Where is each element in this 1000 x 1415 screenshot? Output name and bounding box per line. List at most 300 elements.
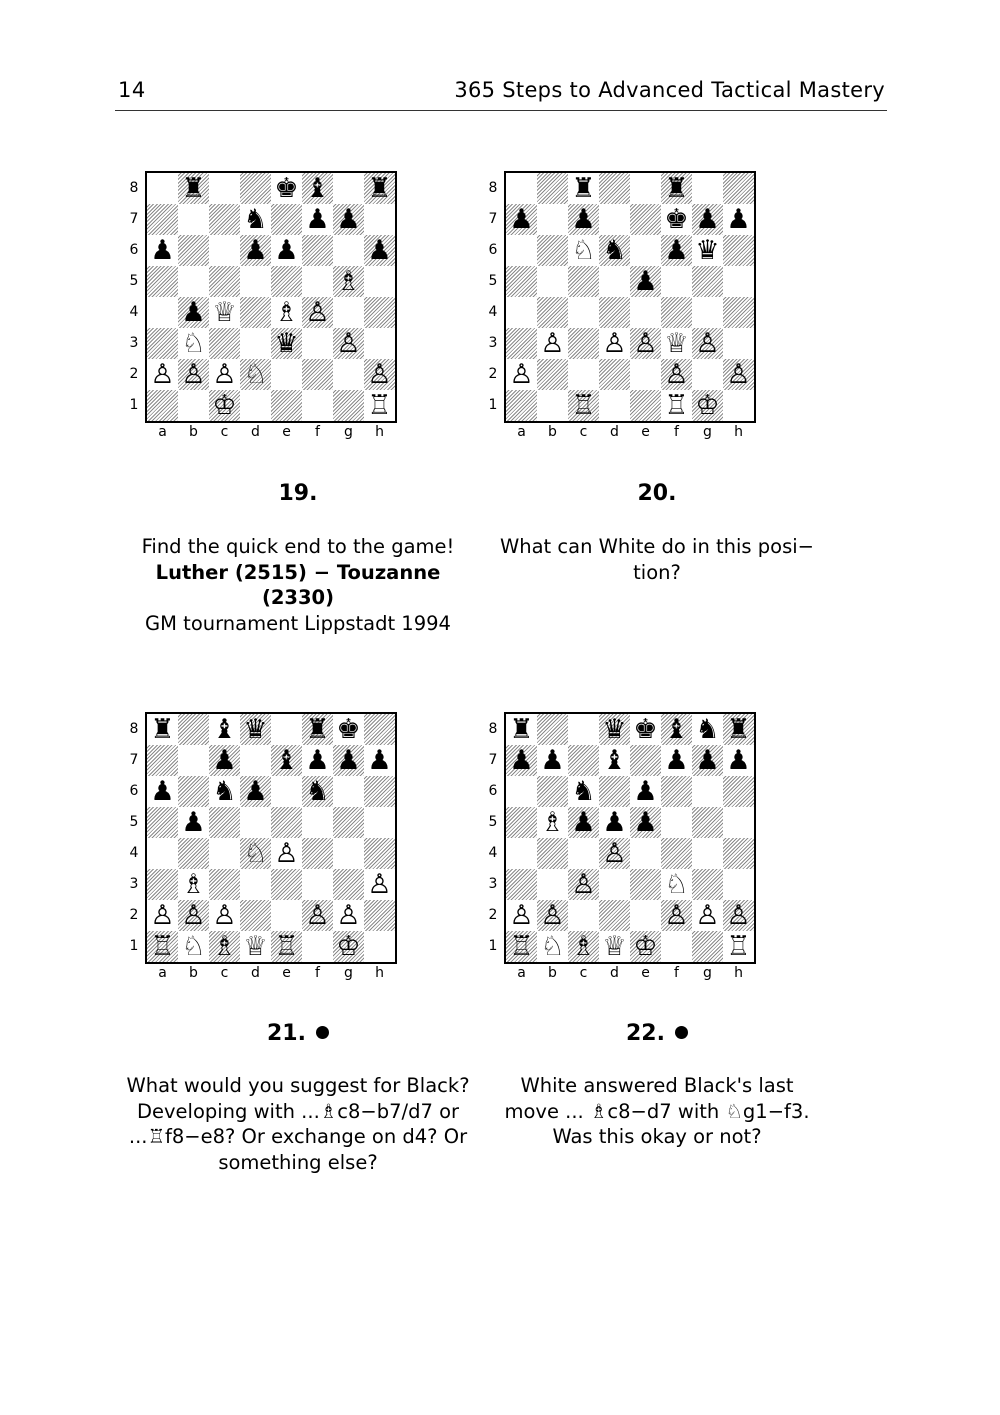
board-square [506,235,537,266]
rank-label: 1 [488,938,498,954]
board-square [537,900,568,931]
black-king-icon: ♚ [336,714,361,745]
board-square [661,266,692,297]
board-square [506,173,537,204]
black-bishop-icon: ♝ [664,714,689,745]
file-label: h [375,965,384,981]
rank-label: 5 [129,814,139,830]
problem-text-line: ...♖f8−e8? Or exchange on d4? Or [128,1125,468,1148]
chess-diagram [477,712,777,992]
board-square [661,297,692,328]
black-pawn-icon: ♟ [181,807,206,838]
black-knight-icon: ♞ [212,776,237,807]
board-square [630,328,661,359]
file-label: c [579,965,588,981]
board-square [537,297,568,328]
board-square [240,173,271,204]
black-pawn-icon: ♟ [305,745,330,776]
board-square [364,807,395,838]
file-label: b [548,965,557,981]
board-square [692,838,723,869]
board-square [178,900,209,931]
white-knight-icon: ♘ [540,931,565,962]
black-pawn-icon: ♟ [509,204,534,235]
rank-label: 7 [129,211,139,227]
board-square [692,328,723,359]
white-king-icon: ♔ [695,390,720,421]
white-pawn-icon: ♙ [367,869,392,900]
black-pawn-icon: ♟ [664,235,689,266]
board-square [333,838,364,869]
board-square [333,173,364,204]
board-square [506,745,537,776]
black-pawn-icon: ♟ [726,745,751,776]
board-square [599,235,630,266]
file-label: a [517,424,526,440]
board-square [209,838,240,869]
white-queen-icon: ♕ [212,297,237,328]
board-square [302,807,333,838]
board-square [661,931,692,962]
board-square [364,204,395,235]
board-square [178,328,209,359]
black-pawn-icon: ♟ [150,776,175,807]
file-label: f [315,424,320,440]
board-square [599,297,630,328]
board-square [537,328,568,359]
board-square [599,869,630,900]
rank-label: 4 [488,845,498,861]
board-square [537,173,568,204]
black-pawn-icon: ♟ [150,235,175,266]
board-square [599,807,630,838]
board-square [209,390,240,421]
board-square [147,235,178,266]
rank-label: 2 [129,907,139,923]
board-square [333,776,364,807]
board-square [178,838,209,869]
problem-number: 21. [118,1021,478,1046]
board-square [692,807,723,838]
white-pawn-icon: ♙ [274,838,299,869]
white-king-icon: ♔ [633,931,658,962]
board-square [333,807,364,838]
board-square [506,776,537,807]
white-bishop-icon: ♗ [540,807,565,838]
board-square [692,714,723,745]
rank-label: 2 [488,366,498,382]
board-square [568,931,599,962]
board-square [568,838,599,869]
board-square [364,745,395,776]
rank-label: 8 [488,180,498,196]
white-pawn-icon: ♙ [181,900,206,931]
white-pawn-icon: ♙ [212,359,237,390]
board-square [209,173,240,204]
board-square [209,714,240,745]
board-square [364,328,395,359]
rank-label: 3 [129,876,139,892]
board-square [364,931,395,962]
file-label: a [158,424,167,440]
black-king-icon: ♚ [633,714,658,745]
board-square [506,714,537,745]
board-square [661,359,692,390]
board-square [302,869,333,900]
problem-text [118,534,478,636]
board-square [364,359,395,390]
board-square [364,838,395,869]
board-square [209,900,240,931]
board-square [240,838,271,869]
black-knight-icon: ♞ [602,235,627,266]
white-pawn-icon: ♙ [305,900,330,931]
board-square [302,235,333,266]
rank-label: 3 [488,335,498,351]
running-head [115,74,887,111]
board-square [692,235,723,266]
board-square [209,235,240,266]
black-rook-icon: ♜ [305,714,330,745]
board-square [537,869,568,900]
board-square [630,869,661,900]
black-pawn-icon: ♟ [633,266,658,297]
black-pawn-icon: ♟ [726,204,751,235]
board-square [630,390,661,421]
black-bishop-icon: ♝ [602,745,627,776]
board-square [506,869,537,900]
board-square [599,900,630,931]
board-square [271,328,302,359]
black-king-icon: ♚ [274,173,299,204]
board-square [271,714,302,745]
board-square [661,869,692,900]
rank-label: 6 [488,242,498,258]
board-square [364,266,395,297]
white-pawn-icon: ♙ [695,900,720,931]
board-square [568,173,599,204]
board-square [271,931,302,962]
board-square [147,328,178,359]
black-pawn-icon: ♟ [571,204,596,235]
black-pawn-icon: ♟ [695,745,720,776]
board-square [240,204,271,235]
rank-label: 7 [488,752,498,768]
board-square [271,235,302,266]
black-rook-icon: ♜ [367,173,392,204]
board-square [506,359,537,390]
problem-text-line: Was this okay or not? [552,1125,762,1148]
board-square [178,266,209,297]
problem-text [118,1073,478,1175]
board-square [723,359,754,390]
board-square [599,359,630,390]
board-square [240,297,271,328]
problem-text [477,1073,837,1150]
black-rook-icon: ♜ [509,714,534,745]
black-rook-icon: ♜ [150,714,175,745]
black-pawn-icon: ♟ [540,745,565,776]
board-square [364,714,395,745]
board-square [271,745,302,776]
rank-label: 5 [129,273,139,289]
board-square [147,869,178,900]
white-queen-icon: ♕ [602,931,627,962]
board-square [537,359,568,390]
file-label: g [344,424,353,440]
file-label: c [579,424,588,440]
board-square [537,204,568,235]
board-square [599,714,630,745]
board-square [568,869,599,900]
white-queen-icon: ♕ [243,931,268,962]
board-square [537,776,568,807]
board-square [661,173,692,204]
game-players-line: Luther (2515) − Touzanne (2330) [155,560,441,609]
board-square [599,838,630,869]
chess-diagram [118,712,418,992]
board-square [302,714,333,745]
chess-diagram [477,171,777,451]
problem-text-line: GM tournament Lippstadt 1994 [145,611,451,635]
white-bishop-icon: ♗ [181,869,206,900]
file-label: e [641,965,650,981]
board-square [599,173,630,204]
black-pawn-icon: ♟ [212,745,237,776]
board-square [537,235,568,266]
board-square [723,745,754,776]
board-square [630,776,661,807]
black-pawn-icon: ♟ [181,297,206,328]
board-square [630,838,661,869]
black-knight-icon: ♞ [571,776,596,807]
board-square [147,204,178,235]
board-square [302,297,333,328]
board-square [568,900,599,931]
board-square [723,173,754,204]
board-square [209,807,240,838]
file-label: a [158,965,167,981]
file-label: f [674,424,679,440]
file-label: g [703,424,712,440]
problem-text-line: something else? [218,1150,378,1174]
black-queen-icon: ♛ [274,328,299,359]
board-square [661,204,692,235]
rank-label: 3 [488,876,498,892]
board-square [506,807,537,838]
black-pawn-icon: ♟ [571,807,596,838]
board-square [209,266,240,297]
problem-text-line: tion? [633,560,681,584]
board-square [506,328,537,359]
rank-label: 6 [129,783,139,799]
black-pawn-icon: ♟ [243,235,268,266]
board-square [271,838,302,869]
board-square [240,328,271,359]
white-pawn-icon: ♙ [664,359,689,390]
white-rook-icon: ♖ [664,390,689,421]
black-knight-icon: ♞ [305,776,330,807]
board-square [178,390,209,421]
board-square [661,745,692,776]
board-square [537,931,568,962]
file-label: d [251,965,260,981]
board-square [147,359,178,390]
board-square [630,297,661,328]
board-square [302,173,333,204]
white-knight-icon: ♘ [664,869,689,900]
board-square [723,204,754,235]
board-square [178,204,209,235]
white-king-icon: ♔ [336,931,361,962]
board-square [723,266,754,297]
white-pawn-icon: ♙ [602,838,627,869]
board-square [333,266,364,297]
board-square [568,359,599,390]
black-bishop-icon: ♝ [274,745,299,776]
board-square [364,900,395,931]
file-label: e [641,424,650,440]
file-label: h [375,424,384,440]
white-pawn-icon: ♙ [509,359,534,390]
board-square [178,359,209,390]
board-square [599,931,630,962]
board-square [568,390,599,421]
white-pawn-icon: ♙ [150,359,175,390]
black-bishop-icon: ♝ [212,714,237,745]
board-square [692,745,723,776]
board-square [240,776,271,807]
board-square [661,235,692,266]
board-square [333,900,364,931]
board-square [147,297,178,328]
board-square [271,173,302,204]
board-square [661,838,692,869]
rank-label: 1 [488,397,498,413]
rank-label: 3 [129,335,139,351]
board-square [240,714,271,745]
rank-label: 8 [129,721,139,737]
black-pawn-icon: ♟ [633,776,658,807]
problem-number: 19. [278,481,318,506]
board-square [333,359,364,390]
board-square [537,807,568,838]
black-pawn-icon: ♟ [633,807,658,838]
problem-text-line: Find the quick end to the game! [141,535,455,558]
file-label: d [251,424,260,440]
black-rook-icon: ♜ [726,714,751,745]
white-rook-icon: ♖ [150,931,175,962]
white-pawn-icon: ♙ [540,900,565,931]
black-pawn-icon: ♟ [367,235,392,266]
board-square [630,266,661,297]
board-square [240,807,271,838]
white-pawn-icon: ♙ [509,900,534,931]
difficulty-dot-icon [675,1026,688,1039]
board-square [147,714,178,745]
problem-text-line: White answered Black's last [520,1074,794,1097]
rank-label: 5 [488,273,498,289]
board-square [178,869,209,900]
board-square [240,359,271,390]
board-square [364,173,395,204]
problem-text-line: Developing with ...♗c8−b7/d7 or [136,1099,460,1123]
board-square [302,900,333,931]
file-label: g [344,965,353,981]
board-square [302,931,333,962]
chessboard [145,171,397,423]
rank-label: 5 [488,814,498,830]
board-square [209,328,240,359]
file-label: b [189,965,198,981]
board-square [209,204,240,235]
board-square [333,714,364,745]
board-square [692,390,723,421]
board-square [178,297,209,328]
file-label: f [315,965,320,981]
board-square [302,776,333,807]
black-queen-icon: ♛ [695,235,720,266]
board-square [568,235,599,266]
board-square [723,776,754,807]
black-pawn-icon: ♟ [336,745,361,776]
board-square [506,900,537,931]
board-square [506,297,537,328]
difficulty-dot-icon [316,1026,329,1039]
board-square [178,807,209,838]
board-square [506,266,537,297]
board-square [364,390,395,421]
board-square [240,931,271,962]
rank-label: 7 [488,211,498,227]
board-square [506,931,537,962]
board-square [692,869,723,900]
black-pawn-icon: ♟ [274,235,299,266]
black-pawn-icon: ♟ [305,204,330,235]
board-square [723,714,754,745]
board-square [630,235,661,266]
board-square [537,390,568,421]
rank-label: 6 [129,242,139,258]
white-knight-icon: ♘ [243,359,268,390]
white-rook-icon: ♖ [274,931,299,962]
black-pawn-icon: ♟ [243,776,268,807]
board-square [568,807,599,838]
board-square [723,390,754,421]
board-square [661,714,692,745]
white-pawn-icon: ♙ [336,900,361,931]
white-pawn-icon: ♙ [633,328,658,359]
board-square [723,328,754,359]
board-square [147,390,178,421]
board-square [333,869,364,900]
page-number: 14 [118,78,146,102]
white-knight-icon: ♘ [571,235,596,266]
board-square [661,328,692,359]
rank-label: 8 [488,721,498,737]
board-square [333,235,364,266]
problem-text-line: What would you suggest for Black? [126,1074,470,1097]
board-square [692,359,723,390]
board-square [271,390,302,421]
chessboard [145,712,397,964]
board-square [723,235,754,266]
white-pawn-icon: ♙ [212,900,237,931]
white-pawn-icon: ♙ [336,328,361,359]
black-pawn-icon: ♟ [509,745,534,776]
board-square [271,869,302,900]
rank-label: 2 [488,907,498,923]
